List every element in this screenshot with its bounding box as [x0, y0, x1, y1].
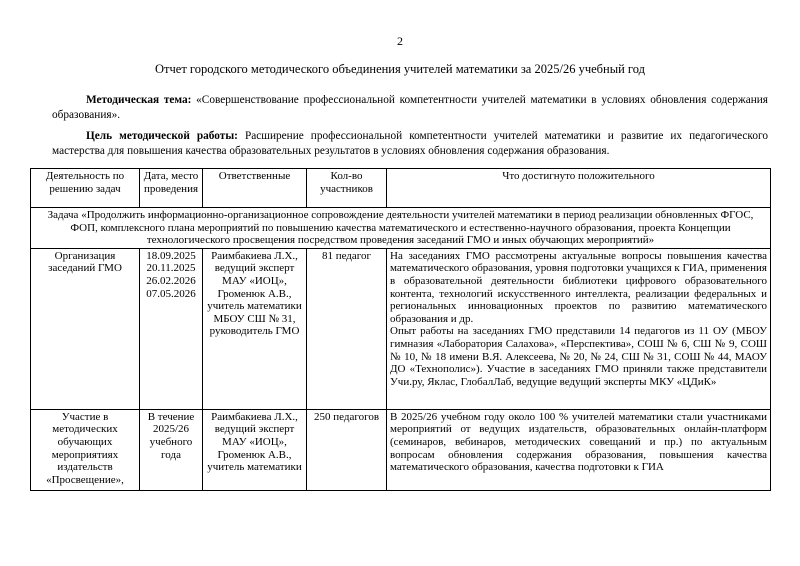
cell-achieved: В 2025/26 учебном году около 100 % учителей математики стали участниками мероприятий от ведущих издательств, образовательных онлайн-платформ (семинаров, вебинаров, методических совещаний и пр.) по актуальным вопросам обновления содержания образования, повышения качества математического образования, качества подготовки к ГИА: [387, 409, 771, 490]
report-title: Отчет городского методического объединения учителей математики за 2025/26 учебный год: [155, 62, 645, 76]
column-header-activity: Деятельность по решению задач: [31, 169, 140, 208]
cell-participants: 250 педагогов: [307, 409, 387, 490]
column-header-participants: Кол-во участников: [307, 169, 387, 208]
cell-responsible: Раимбакиева Л.Х., ведущий эксперт МАУ «ИОЦ», Громенюк А.В., учитель математики МБОУ СШ № 31, руководитель ГМО: [203, 248, 307, 409]
achieved-paragraph: На заседаниях ГМО рассмотрены актуальные вопросы повышения качества математического образования, уровня подготовки учащихся к ГИА, применения в образовательной деятельности библиотеки цифрового образовательного контента, технологий искусственного интеллекта, реализации федеральных и региональных инновационных проектов по развитию математического образования и др.: [390, 249, 767, 325]
cell-dates: В течение 2025/26 учебного года: [140, 409, 203, 490]
table-header-row: [31, 169, 771, 208]
cell-dates: 18.09.2025 20.11.2025 26.02.2026 07.05.2026: [140, 248, 203, 409]
work-goal-text: Расширение профессиональной компетентности учителей математики и развитие их педагогического мастерства для повышения качества образовательных результатов в условиях обновления содержания образования.: [52, 130, 768, 157]
task-row: [31, 208, 771, 249]
work-goal: [52, 129, 768, 158]
methodical-theme-text: «Совершенствование профессиональной компетентности учителей математики в условиях обновления содержания образования».: [52, 94, 768, 121]
column-header-achieved: Что достигнуто положительного: [387, 169, 771, 208]
table-row: [31, 248, 771, 409]
achieved-paragraph-2: Опыт работы на заседаниях ГМО представили 14 педагогов из 11 ОУ (МБОУ гимназия «Лаборатория Салахова», «Перспектива», СОШ № 6, СШ № 9, СОШ № 10, № 18 имени В.Я. Алексеева, № 20, № 24, СШ № 31, СОШ № 44, МАОУ ДО «Технополис»). Участие в заседаниях ГМО приняли также представители Учи.ру, Яклас, ГлобалЛаб, ведущие ведущий эксперты МКУ «ЦДиК»: [390, 325, 767, 388]
cell-activity: Участие в методических обучающих мероприятиях издательств «Просвещение»,: [31, 409, 140, 490]
page-number: 2: [397, 34, 403, 48]
cell-participants: 81 педагог: [307, 248, 387, 409]
methodical-theme: [52, 93, 768, 122]
table-row: [31, 409, 771, 490]
report-table: [30, 168, 771, 491]
work-goal-label: Цель методической работы:: [86, 130, 238, 142]
cell-achieved: [387, 248, 771, 409]
methodical-theme-label: Методическая тема:: [86, 94, 192, 106]
task-text: Задача «Продолжить информационно-организационное сопровождение деятельности учителей математики в период реализации обновленных ФГОС, ФОП, комплексного плана мероприятий по повышению качества математического и естественно-научного образования, проекта Концепции технологического просвещения посредством проведения заседаний ГМО и иных обучающих мероприятий»: [31, 208, 771, 249]
cell-responsible: Раимбакиева Л.Х., ведущий эксперт МАУ «ИОЦ», Громенюк А.В., учитель математики: [203, 409, 307, 490]
column-header-responsible: Ответственные: [203, 169, 307, 208]
column-header-dates: Дата, место проведения: [140, 169, 203, 208]
cell-activity: Организация заседаний ГМО: [31, 248, 140, 409]
